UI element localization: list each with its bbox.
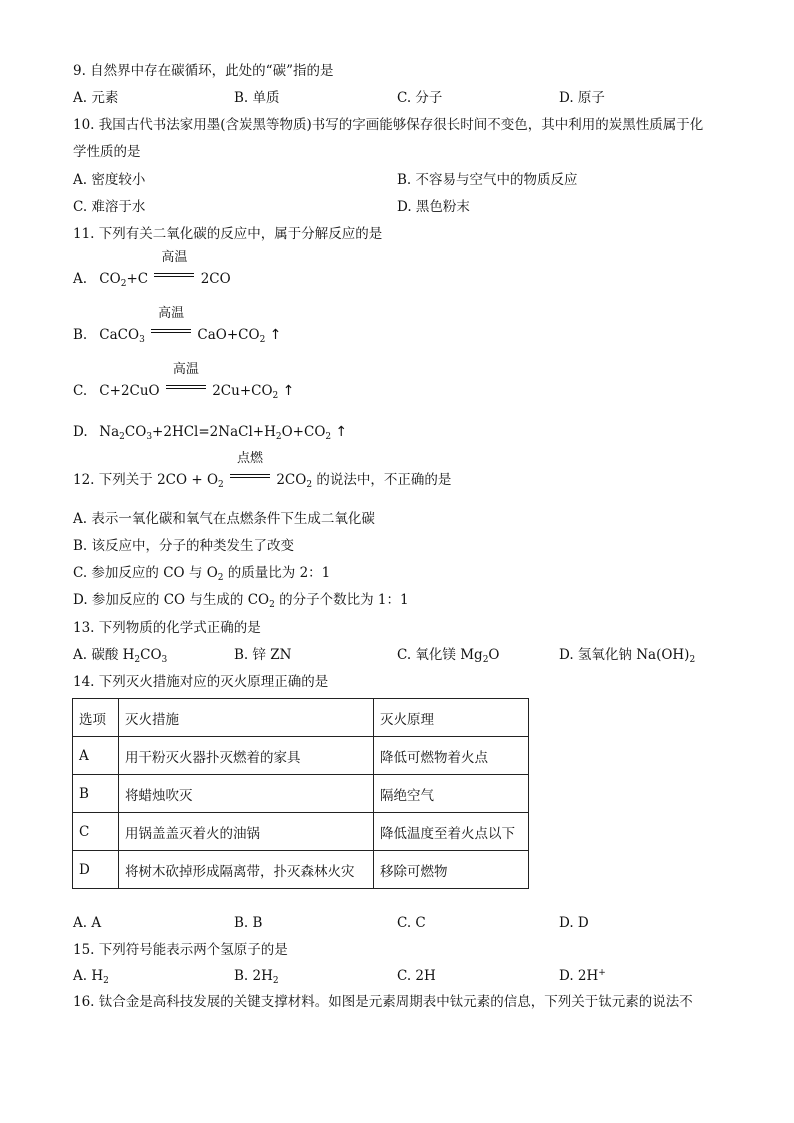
table-header-cell: 灭火措施 (119, 699, 374, 737)
table-cell: 隔绝空气 (374, 775, 529, 813)
question-14-option-a: A. A (73, 915, 102, 931)
table-cell: 将树木砍掉形成隔离带，扑灭森林火灾 (119, 851, 374, 889)
question-13-option-a: A. 碳酸 $H_2CO_3$ (73, 647, 168, 665)
question-13-option-d: D. 氢氧化钠 $Na(OH)_2$ (559, 647, 696, 665)
question-9-option-a: A. 元素 (73, 90, 119, 106)
table-cell: 降低温度至着火点以下 (374, 813, 529, 851)
table-row (73, 775, 529, 813)
table-header-cell: 灭火原理 (374, 699, 529, 737)
equation-full: $Na_2CO_3+2HCl=2NaCl+H_2O+CO_2$ (99, 424, 332, 442)
table-cell: D (73, 851, 119, 889)
reaction-arrow (230, 451, 270, 484)
question-11-option-a (73, 250, 231, 289)
equation-reactants: CaCO$_3$ (99, 327, 145, 345)
equation-products: $2Cu+CO_2$ (212, 383, 279, 401)
equation-products: $CaO+CO_2$ (197, 327, 266, 345)
question-11-stem: 11. 下列有关二氧化碳的反应中，属于分解反应的是 (73, 226, 383, 242)
question-9-option-d: D. 原子 (559, 90, 605, 106)
stem-suffix: 的说法中，不正确的是 (316, 472, 452, 488)
gas-arrow-icon: ↑ (269, 327, 282, 343)
question-13-option-b: B. 锌 ZN (234, 647, 292, 663)
table-cell: 用干粉灭火器扑灭燃着的家具 (119, 737, 374, 775)
question-10-option-c: C. 难溶于水 (73, 199, 146, 215)
stem-prefix: 12. 下列关于 (73, 472, 153, 488)
table-cell: 将蜡烛吹灭 (119, 775, 374, 813)
table-cell: A (73, 737, 119, 775)
reaction-condition: 高温 (161, 250, 188, 265)
table-cell: 用锅盖盖灭着火的油锅 (119, 813, 374, 851)
question-11-option-c (73, 362, 295, 401)
question-10-option-a: A. 密度较小 (73, 172, 146, 188)
reaction-arrow (154, 250, 194, 283)
question-14-option-c: C. C (397, 915, 426, 931)
question-11-option-d (73, 422, 347, 442)
fire-measures-table (72, 698, 529, 889)
table-header-row (73, 699, 529, 737)
question-15-option-b: B. $2H_2$ (234, 968, 279, 986)
option-label: A. (73, 271, 88, 287)
question-12-stem (73, 451, 452, 490)
equation-reactants: C+2CuO (99, 383, 160, 399)
table-cell: C (73, 813, 119, 851)
question-12-option-b: B. 该反应中，分子的种类发生了改变 (73, 538, 295, 554)
equation-products: 2CO (200, 271, 231, 287)
question-10-stem-line1: 10. 我国古代书法家用墨(含炭黑等物质)书写的字画能够保存很长时间不变色，其中利用的炭黑性质属于化 (73, 117, 704, 133)
question-9-stem: 9. 自然界中存在碳循环，此处的“碳”指的是 (73, 63, 334, 79)
question-9-option-b: B. 单质 (234, 90, 280, 106)
reaction-condition: 点燃 (237, 451, 264, 466)
reaction-arrow (166, 362, 206, 395)
question-9-option-c: C. 分子 (397, 90, 443, 106)
question-15-option-c: C. 2H (397, 968, 436, 984)
option-label: B. (73, 327, 88, 343)
question-12-option-d: D. 参加反应的 CO 与生成的 $CO_2$ 的分子个数比为 1：1 (73, 592, 409, 610)
table-row (73, 813, 529, 851)
table-header-cell: 选项 (73, 699, 119, 737)
equation-products: $2CO_2$ (276, 472, 313, 490)
reaction-condition: 高温 (172, 362, 199, 377)
equation-reactants: $CO_2+C$ (99, 271, 149, 289)
equation-reactants: $2CO + O_2$ (157, 472, 224, 490)
question-13-stem: 13. 下列物质的化学式正确的是 (73, 620, 261, 636)
option-label: D. (73, 424, 88, 440)
table-cell: 移除可燃物 (374, 851, 529, 889)
question-10-option-d: D. 黑色粉末 (397, 199, 470, 215)
question-10-option-b: B. 不容易与空气中的物质反应 (397, 172, 578, 188)
question-15-stem: 15. 下列符号能表示两个氢原子的是 (73, 942, 288, 958)
reaction-condition: 高温 (158, 306, 185, 321)
table-cell: 降低可燃物着火点 (374, 737, 529, 775)
gas-arrow-icon: ↑ (282, 383, 295, 399)
option-label: C. (73, 383, 88, 399)
question-16-stem: 16. 钛合金是高科技发展的关键支撑材料。如图是元素周期表中钛元素的信息，下列关于钛元素的说法不 (73, 994, 693, 1010)
table-row (73, 851, 529, 889)
table-cell: B (73, 775, 119, 813)
reaction-arrow (151, 306, 191, 339)
question-15-option-d: D. 2H+ (559, 968, 606, 984)
question-12-option-c: C. 参加反应的 CO 与 $O_2$ 的质量比为 2：1 (73, 565, 331, 583)
table-row (73, 737, 529, 775)
question-10-stem-line2: 学性质的是 (73, 144, 141, 160)
gas-arrow-icon: ↑ (335, 424, 348, 440)
question-11-option-b (73, 306, 282, 345)
question-14-stem: 14. 下列灭火措施对应的灭火原理正确的是 (73, 674, 329, 690)
question-14-option-d: D. D (559, 915, 589, 931)
question-12-option-a: A. 表示一氧化碳和氧气在点燃条件下生成二氧化碳 (73, 511, 375, 527)
question-14-option-b: B. B (234, 915, 263, 931)
question-15-option-a: A. $H_2$ (73, 968, 109, 986)
question-13-option-c: C. 氧化镁 $Mg_2O$ (397, 647, 500, 665)
